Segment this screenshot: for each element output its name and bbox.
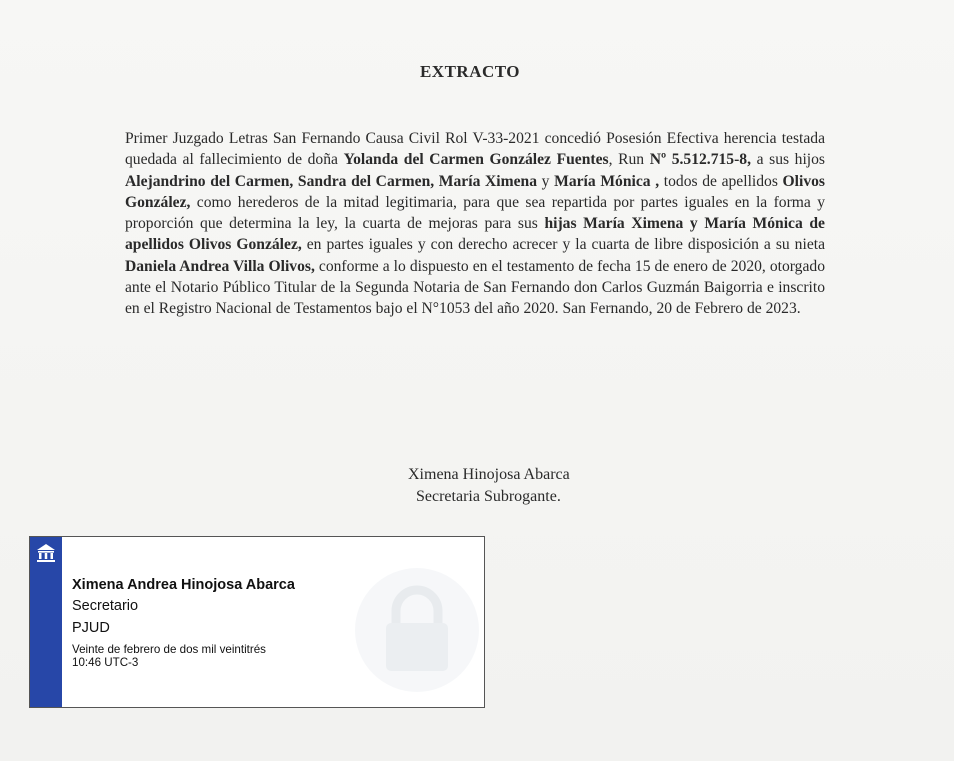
body-segment: conforme a lo dispuesto en el testamento de fecha 15 de enero de 2020, otorgado ante el Notario Público Titular de la Segunda Notaria de San Fernando don Carlos Guzmán Baigorria e inscrito en el Registro Nacional de Testamentos bajo el N°1053 del año 2020. San Fernando, 20 de Febrero de 2023. [125, 257, 825, 318]
bank-icon [35, 542, 57, 564]
signature-date: Veinte de febrero de dos mil veintitrés [72, 643, 266, 656]
body-segment: y [537, 172, 555, 190]
body-segment-bold: hijas María Ximena y María Mónica de apellidos Olivos González, [125, 215, 825, 254]
body-segment-bold: Yolanda del Carmen González Fuentes [343, 151, 609, 169]
body-segment: todos de apellidos [659, 172, 783, 190]
body-segment: , Run [608, 151, 650, 169]
body-segment: a sus hijos [750, 151, 825, 169]
signer-name: Ximena Andrea Hinojosa Abarca [72, 577, 295, 593]
body-segment-bold: Alejandrino del Carmen, Sandra del Carmen, María Ximena [125, 172, 537, 190]
document-title: EXTRACTO [419, 62, 521, 81]
body-segment-bold: Daniela Andrea Villa Olivos, [125, 257, 315, 275]
electronic-signature-box [29, 536, 485, 708]
body-segment-bold: María Mónica , [554, 172, 660, 190]
signer-role: Secretario [72, 598, 139, 614]
signatory-name: Ximena Hinojosa Abarca [408, 466, 570, 483]
signatory-role: Secretaria Subrogante. [416, 488, 561, 505]
body-segment-bold: Olivos González, [125, 172, 826, 211]
body-segment: Primer Juzgado Letras San Fernando Causa Civil Rol V-33-2021 concedió Posesión Efectiva herencia testada quedada al fallecimiento de doña [125, 130, 825, 169]
lock-icon [352, 565, 482, 695]
signature-time: 10:46 UTC-3 [72, 656, 139, 669]
signature-color-bar [30, 537, 62, 707]
body-segment: como herederos de la mitad legitimaria, para que sea repartida por partes iguales en la forma y proporción que determina la ley, la cuarta de mejoras para sus [125, 193, 825, 233]
body-segment-bold: Nº 5.512.715-8, [649, 151, 751, 169]
document-body [125, 128, 825, 320]
signer-organization: PJUD [72, 620, 110, 636]
body-segment: en partes iguales y con derecho acrecer y la cuarta de libre disposición a su nieta [301, 236, 825, 254]
